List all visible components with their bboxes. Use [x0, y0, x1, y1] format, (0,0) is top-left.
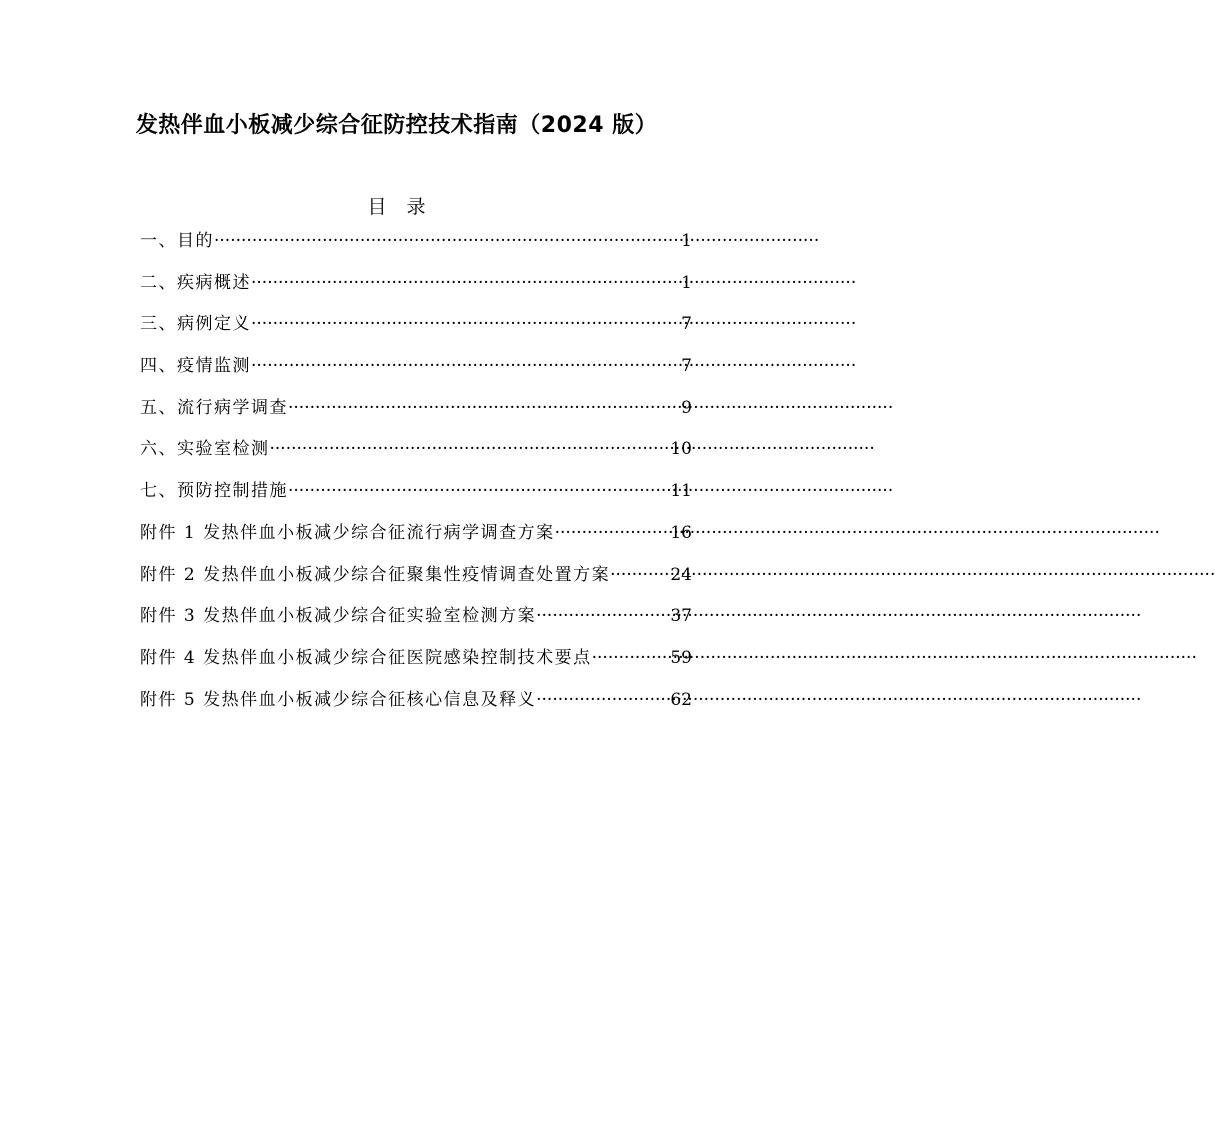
toc-entry-label: 三、病例定义	[140, 314, 251, 335]
toc-leader-dots	[288, 478, 669, 504]
document-title: 发热伴血小板减少综合征防控技术指南（2024 版）	[135, 113, 658, 138]
toc-leader-dots	[536, 687, 669, 713]
toc-entry-annex-1[interactable]	[140, 520, 692, 562]
toc-entry-page: 62	[670, 689, 692, 710]
toc-entry-page: 24	[670, 564, 692, 585]
toc-leader-dots	[610, 562, 669, 588]
toc-leader-dots	[251, 311, 680, 337]
toc-entry-label: 一、目的	[140, 231, 214, 251]
toc-entry-page: 9	[681, 397, 692, 418]
toc-leader-dots	[251, 270, 680, 296]
toc-entry-label: 附件 1 发热伴血小板减少综合征流行病学调查方案	[140, 522, 555, 543]
toc-entry-purpose[interactable]	[140, 228, 692, 270]
toc-leader-dots	[288, 395, 680, 421]
toc-entry-label: 五、流行病学调查	[140, 397, 288, 418]
toc-heading: 目 录	[367, 196, 426, 218]
toc-entry-prevention-control[interactable]	[140, 478, 692, 520]
toc-entry-surveillance[interactable]	[140, 353, 692, 395]
toc-leader-dots	[214, 228, 680, 254]
toc-entry-page: 1	[681, 231, 692, 251]
table-of-contents	[140, 228, 692, 728]
toc-entry-laboratory-testing[interactable]	[140, 436, 692, 478]
toc-entry-label: 七、预防控制措施	[140, 481, 288, 502]
toc-entry-label: 附件 5 发热伴血小板减少综合征核心信息及释义	[140, 689, 537, 710]
toc-leader-dots	[251, 353, 680, 379]
toc-entry-case-definition[interactable]	[140, 311, 692, 353]
toc-entry-page: 11	[670, 481, 692, 502]
toc-entry-annex-3[interactable]	[140, 603, 692, 645]
toc-entry-disease-overview[interactable]	[140, 270, 692, 312]
toc-entry-label: 四、疫情监测	[140, 356, 251, 377]
toc-leader-dots	[536, 603, 669, 629]
toc-entry-annex-5[interactable]	[140, 687, 692, 729]
toc-entry-epidemiological-investigation[interactable]	[140, 395, 692, 437]
toc-entry-page: 7	[681, 314, 692, 335]
toc-entry-annex-2[interactable]	[140, 562, 692, 604]
toc-entry-label: 附件 3 发热伴血小板减少综合征实验室检测方案	[140, 606, 537, 627]
toc-leader-dots	[555, 520, 670, 546]
toc-entry-label: 附件 4 发热伴血小板减少综合征医院感染控制技术要点	[140, 647, 592, 668]
toc-entry-page: 16	[670, 522, 692, 543]
toc-entry-label: 六、实验室检测	[140, 439, 270, 460]
toc-leader-dots	[592, 645, 670, 671]
toc-entry-page: 1	[681, 272, 692, 293]
toc-leader-dots	[270, 436, 670, 462]
toc-entry-page: 10	[670, 439, 692, 460]
toc-entry-label: 二、疾病概述	[140, 272, 251, 293]
toc-entry-page: 59	[670, 647, 692, 668]
toc-entry-page: 37	[670, 606, 692, 627]
toc-entry-page: 7	[681, 356, 692, 377]
toc-entry-label: 附件 2 发热伴血小板减少综合征聚集性疫情调查处置方案	[140, 564, 611, 585]
toc-entry-annex-4[interactable]	[140, 645, 692, 687]
